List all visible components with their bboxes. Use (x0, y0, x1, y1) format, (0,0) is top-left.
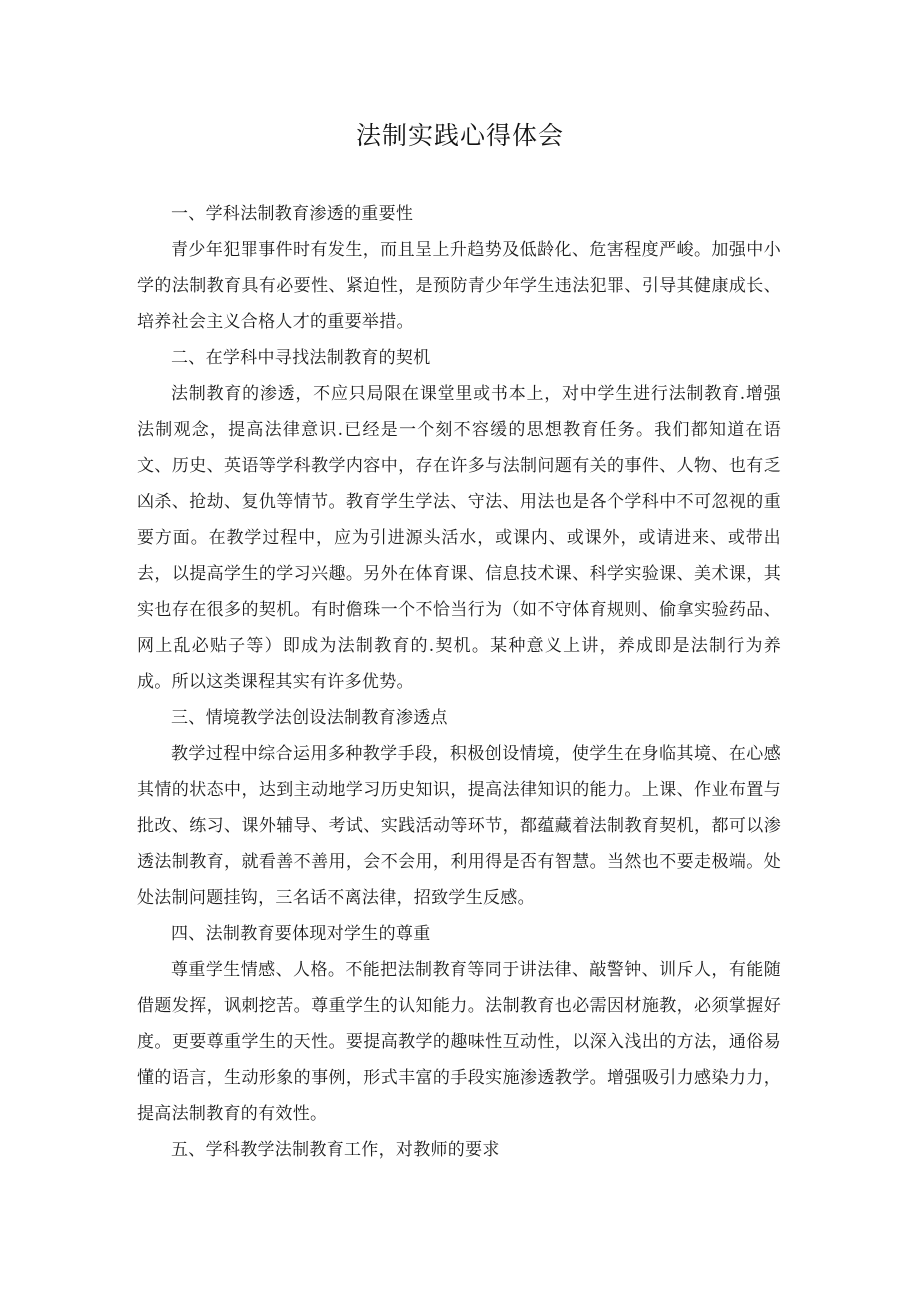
section-heading-5: 五、学科教学法制教育工作，对教师的要求 (171, 1140, 500, 1160)
section-body-3: 教学过程中综合运用多种教学手段，积极创设情境，使学生在身临其境、在心感其情的状态中，达到主动地学习历史知识，提高法律知识的能力。上课、作业布置与批改、练习、课外辅导、考试、实践活动等环节，都蕴藏着法制教育契机，都可以渗透法制教育，就看善不善用，会不会用，利用得是否有智慧。当然也不要走极端。处处法制问题挂钩，三名话不离法律，招致学生反感。 (137, 744, 781, 908)
section-heading-4: 四、法制教育要体现对学生的尊重 (171, 924, 431, 944)
section-body-1: 青少年犯罪事件时有发生，而且呈上升趋势及低龄化、危害程度严峻。加强中小学的法制教育具有必要性、紧迫性，是预防青少年学生违法犯罪、引导其健康成长、培养社会主义合格人才的重要举措。 (137, 240, 781, 332)
section-heading-2: 二、在学科中寻找法制教育的契机 (171, 348, 431, 368)
section-heading-3: 三、情境教学法创设法制教育渗透点 (171, 708, 448, 728)
document-title: 法制实践心得体会 (355, 121, 564, 150)
document-body (137, 196, 781, 1168)
section-body-4: 尊重学生情感、人格。不能把法制教育等同于讲法律、敲警钟、训斥人，有能随借题发挥，讽刺挖苦。尊重学生的认知能力。法制教育也必需因材施教，必须掌握好度。更要尊重学生的天性。要提高教学的趣味性互动性，以深入浅出的方法，通俗易懂的语言，生动形象的事例，形式丰富的手段实施渗透教学。增强吸引力感染力力，提高法制教育的有效性。 (137, 960, 781, 1124)
section-body-2: 法制教育的渗透，不应只局限在课堂里或书本上，对中学生进行法制教育.增强法制观念，提高法律意识.已经是一个刻不容缓的思想教育任务。我们都知道在语文、历史、英语等学科教学内容中，存在许多与法制问题有关的事件、人物、也有乏凶杀、抢劫、复仇等情节。教育学生学法、守法、用法也是各个学科中不可忽视的重要方面。在教学过程中，应为引进源头活水，或课内、或课外，或请进来、或带出去，以提高学生的学习兴趣。另外在体育课、信息技术课、科学实验课、美术课，其实也存在很多的契机。有时儋珠一个不恰当行为（如不守体育规则、偷拿实验药品、网上乱必贴子等）即成为法制教育的.契机。某种意义上讲，养成即是法制行为养成。所以这类课程其实有许多优势。 (137, 384, 781, 692)
section-heading-1: 一、学科法制教育渗透的重要性 (171, 204, 414, 224)
